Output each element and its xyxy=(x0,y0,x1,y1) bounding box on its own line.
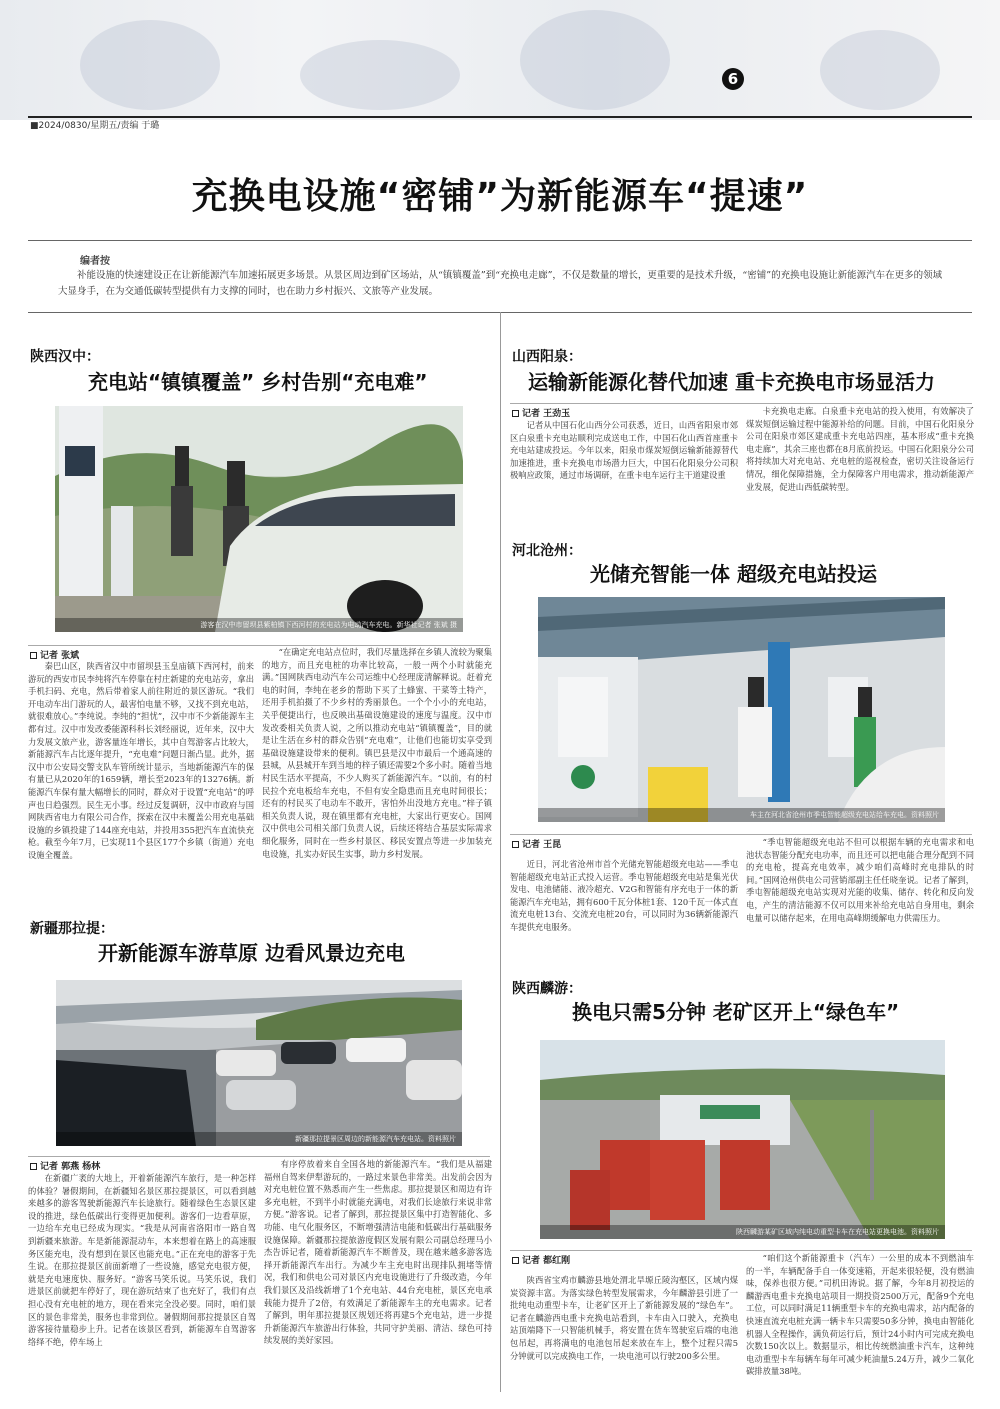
caption-hanzhong: 游客在汉中市留坝县紫柏镇下西河村的充电站为电动汽车充电。新华社记者 张斌 摄 xyxy=(55,618,463,632)
article-yangquan-col2: 卡充换电走廊。白泉重卡充电站的投入使用，有效解决了煤炭短倒运输过程中能源补给的问题。目前，中国石化阳泉分公司在阳泉市郊区建成重卡充电站四座，基本形成“重卡充换电走廊”，其余三座也都在8月底前投运。中国石化阳泉分公司将持续加大对充电站、充电桩的巡视检查，密切关注设备运行情况，细化保障措施，全力保障客户用电需求，推动新能源产业发展，促进山西低碳转型。 xyxy=(746,406,974,492)
byline-linyou-text: 记者 都红刚 xyxy=(522,1256,571,1266)
photo-linyou xyxy=(540,1040,945,1239)
column-divider xyxy=(500,312,501,1392)
article-cangzhou-col1: 近日，河北省沧州市首个光储充智能超级充电站——季屯智能超级充电站正式投入运营。季屯智能超级充电站是集光伏发电、电池储能、液冷超充、V2G和智能有序充电于一体的新能源汽车充电站，拥有600千瓦分体桩1套、120千瓦一体式直流充电桩13台、交流充电桩20台，可以同时为36辆新能源汽车提供充电服务。 xyxy=(510,859,738,932)
article-linyou-col2: “咱们这个新能源重卡（汽车）一公里的成本不到燃油车的一半，车辆配备手自一体变速箱，开起来很轻便，没有燃油味，保养也很方便。”司机田涛说。据了解，今年8月初投运的麟游西电重卡充换电站项目一期投资2500万元，配备9个充电工位，可以同时满足11辆重型卡车的充换电需求，站内配备的快速直流充电桩充满一辆卡车只需要50多分钟，换电由智能化机器人全程操作，满负荷运行后，预计24小时内可完成充换电次数150次以上。数据显示，相比传统燃油重卡汽车，这种纯电动重型卡车每辆车每年可减少耗油量5.24万升，减少二氧化碳排放量38吨。 xyxy=(746,1253,974,1377)
article-nalati-col1: 在新疆广袤的大地上，开着新能源汽车旅行，是一种怎样的体验？暑假期间，在新疆知名景区那拉提景区，可以看到越来越多的游客驾驶新能源汽车长途旅行。随着绿色生态景区建设的推进，绿色低碳出行变得更加便利。游客们一边看草原，一边给车充电已经成为现实。“我是从河南省洛阳市一路自驾到新疆来旅游。车是新能源混动车，本来想着在路上的高速服务区能充电，没有想到在景区也能充电。”正在充电的游客于先生说。在那拉提景区前面新增了一些设施，感觉充电很方便，就是充电速度快、服务好。“游客马笑乐说。马笑乐说，我们进景区前就把车停好了，现在游玩结束了也充好了，我们有点担心没有充电桩的地方，现在看来完全没必要。同时，咱们景区的景色非常美，服务也非常到位。暑假期间那拉提景区自驾游客接待量稳步上升。记者在该景区看到，新能源车自驾游客络绎不绝，停车场上 xyxy=(28,1173,256,1347)
article-hanzhong-col2: “在确定充电站点位时，我们尽量选择在乡镇人流较为聚集的地方，而且充电桩的功率比较高，一般一两个小时就能充满。”国网陕西电动汽车公司运维中心经理庞清解释说。赶着充电的时间，李纯在老乡的帮助下买了土蜂蜜、干菜等土特产，还用手机拍摄了不少乡村的秀丽景色。一个个小小的充电站，关乎便捷出行，也反映出基础设施建设的速度与温度。汉中市发改委相关负责人说，之所以推动充电站“镇镇覆盖”，目的就是让生活在乡村的群众告别“充电难”，让他们也能切实享受到基础设施建设带来的便利。镇巴县是汉中市最后一个通高速的县城，从县城开车到当地的梓子镇还需要2个多小时。随着当地村民生活水平提高，不少人购买了新能源汽车。“以前，有的村民拉个充电板给车充电，不但有安全隐患而且充电时间很长；还有的村民买了电动车不敢开，害怕外出没地方充电。”梓子镇相关负责人说，现在镇里都有充电桩，大家出行更安心。国网汉中供电公司相关部门负责人说，后续还将结合基层实际需求细化服务，同时在一些乡村景区、移民安置点等进一步加装充电设施，扎实办好民生实事，助力乡村发展。 xyxy=(262,647,492,859)
caption-nalati: 新疆那拉提景区周边的新能源汽车充电站。资料照片 xyxy=(56,1132,462,1146)
photo-cangzhou xyxy=(538,597,945,822)
region-yangquan: 山西阳泉： xyxy=(512,349,582,365)
divider xyxy=(28,240,972,241)
subtitle-hanzhong: 充电站“镇镇覆盖” 乡村告别“充电难” xyxy=(88,370,428,394)
article-yangquan-col1: 记者从中国石化山西分公司获悉，近日，山西省阳泉市郊区白泉重卡充电站顺利完成送电工作，中国石化山西首座重卡充电站建成投运。今年以来，阳泉市煤炭短倒运输新能源替代加速推进，重卡充换电市场潜力巨大，中国石化阳泉分公司积极响应政策，通过市场调研，在重卡电车运行主干道建设重 xyxy=(510,420,738,481)
masthead-band xyxy=(0,0,1000,120)
subtitle-nalati: 开新能源车游草原 边看风景边充电 xyxy=(98,941,405,965)
editor-note-heading: 编者按 xyxy=(80,256,110,267)
byline-nalati-text: 记者 郭燕 杨林 xyxy=(40,1162,101,1172)
byline-hanzhong-text: 记者 张斌 xyxy=(40,651,80,661)
region-hanzhong: 陕西汉中： xyxy=(30,349,100,365)
subtitle-cangzhou: 光储充智能一体 超级充电站投运 xyxy=(590,562,877,586)
byline-yangquan-text: 记者 王劲玉 xyxy=(522,409,571,419)
article-linyou-col1: 陕西省宝鸡市麟游县地处渭北旱塬丘陵沟壑区，区域内煤炭资源丰富。为落实绿色转型发展需求，今年麟游县引进了一批纯电动重型卡车，让老矿区开上了新能源发展的“绿色车”。记者在麟游西电重卡充换电站看到，卡车由入口驶入，充换电站顶端降下一只智能机械手，将安置在货车驾驶室后端的电池包吊起，再将满电的电池包吊起来放在车上，整个过程只需5分钟就可以完成换电工作，一块电池可以行驶200多公里。 xyxy=(510,1275,738,1361)
byline-cangzhou-text: 记者 王昆 xyxy=(522,840,562,850)
article-cangzhou-col2: “季屯智能超级充电站不但可以根据车辆的充电需求和电池状态智能分配充电功率，而且还可以把电能合理分配到不同的充电枪，提高充电效率，减少咱们高峰时充电排队的时间。”国网沧州供电公司营销部副主任任晓奎说。记者了解到，季屯智能超级充电站实现对光能的收集、储存、转化和反向发电，产生的清洁能源不仅可以用来补给充电站自身用电，剩余电量可以储存起来，在用电高峰期缓解电力供需压力。 xyxy=(746,837,974,923)
photo-nalati xyxy=(56,980,462,1146)
region-nalati: 新疆那拉提： xyxy=(30,921,114,937)
caption-cangzhou: 车主在河北省沧州市季屯智能超级充电站给车充电。资料照片 xyxy=(538,808,945,822)
byline-nalati xyxy=(30,1159,100,1172)
subtitle-yangquan: 运输新能源化替代加速 重卡充换电市场显活力 xyxy=(528,370,935,394)
article-nalati-col2: 有序停放着来自全国各地的新能源汽车。“我们是从福建福州自驾来伊犁游玩的，一路过来景色非常美。出发前会因为对充电桩位置不熟悉而产生一些焦虑。那拉提景区和周边有许多充电桩，不到半小时就能充满电，对我们长途旅行来说非常方便。”游客说。记者了解到，那拉提景区集中打造智能化、多功能、电气化服务区，不断增强清洁电能和低碳出行基础服务设施保障。新疆那拉提旅游度假区发展有限公司副总经理马小杰告诉记者，随着新能源汽车不断普及，现在越来越多游客选择开新能源汽车出行。为减少车主充电时出现排队拥堵等情况，我们和供电公司对景区内充电设施进行了升级改造，今年我们景区及沿线新增了1个充电站、44台充电桩，景区充电承载能力提升了2倍，有效满足了新能源车主的充电需求。记者了解到，明年那拉提景区规划还将再建5个充电站，进一步提升新能源汽车旅游出行体验，共同守护美丽、清洁、绿色可持续发展的美好家园。 xyxy=(264,1159,492,1346)
region-cangzhou: 河北沧州： xyxy=(512,543,582,559)
dateline: ■2024/0830/星期五/责编 于璐 xyxy=(30,121,160,131)
article-hanzhong-col1: 秦巴山区，陕西省汉中市留坝县玉皇庙镇下西河村，前来游玩的西安市民李纯将汽车停靠在村庄新建的充电站旁，拿出手机扫码、充电，然后带着家人前往附近的景区游玩。“我们开电动车出门游玩的人，最害怕电量不够，又找不到充电站，就很难放心。”李纯说。李纯的“担忧”，汉中市不少新能源车主都有过。汉中市发改委能源科科长刘经丽说，近年来，汉中大力发展文旅产业，游客量连年增长，其中自驾游客占比较大，新能源汽车占比逐年提升，“充电难”问题日渐凸显。此外，据汉中市公安局交警支队车管所统计显示，当地新能源汽车的保有量已从2020年的1659辆，增长至2023年的13276辆。新能源汽车保有量大幅增长的同时，群众对于设置“充电站”的呼声也日趋强烈。民生无小事。经过反复调研，汉中市政府与国网陕西省电力有限公司合作，探索在汉中未覆盖公用充电基础设施的乡镇投建了144座充电站，并投用355把汽车直流快充枪。截至今年7月，已实现11个县区177个乡镇（街道）充电设施全覆盖。 xyxy=(28,661,254,860)
photo-hanzhong xyxy=(55,406,463,632)
page-headline: 充换电设施“密铺”为新能源车“提速” xyxy=(191,176,809,217)
page-number: 6 xyxy=(722,68,744,90)
editor-note-text: 补能设施的快速建设正在让新能源汽车加速拓展更多场景。从景区周边到矿区场站，从“镇镇覆盖”到“充换电走廊”，不仅是数量的增长，更重要的是技术升级，“密铺”的充换电设施让新能源汽车在更多的领域大显身手，在为交通低碳转型提供有力支撑的同时，也在助力乡村振兴、文旅等产业发展。 xyxy=(58,270,943,297)
byline-linyou xyxy=(512,1253,570,1266)
subtitle-linyou: 换电只需5分钟 老矿区开上“绿色车” xyxy=(572,1000,900,1024)
byline-yangquan xyxy=(512,406,570,419)
header-rule xyxy=(28,116,972,118)
region-linyou: 陕西麟游： xyxy=(512,981,582,997)
byline-cangzhou xyxy=(512,837,561,850)
caption-linyou: 陕西麟游某矿区域内纯电动重型卡车在充电站更换电池。资料照片 xyxy=(540,1225,945,1239)
